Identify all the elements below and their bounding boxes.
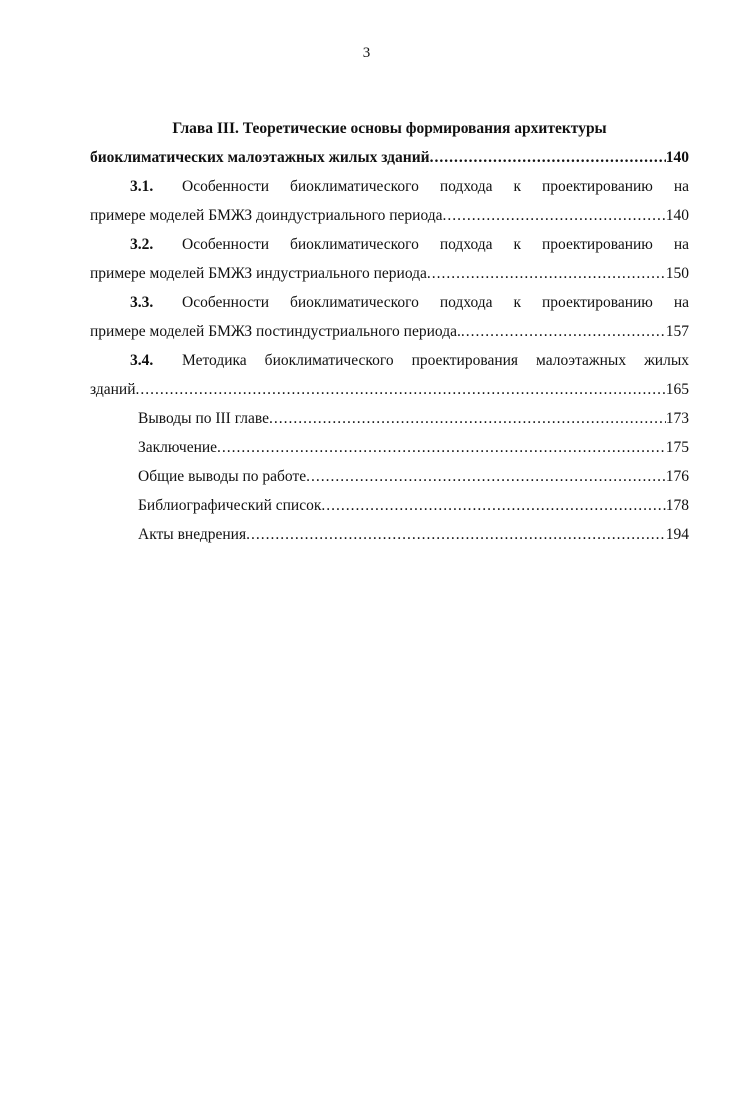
toc-section-3-1-line2 [90, 201, 689, 230]
toc-section-3-2-line2 [90, 259, 689, 288]
leader-dots [246, 520, 666, 549]
toc-item-bibliography [90, 491, 689, 520]
chapter-title-text: Глава III. Теоретические основы формирования архитектуры [172, 120, 607, 137]
toc-section-3-2-line1 [90, 230, 689, 259]
section-title-cont: примере моделей БМЖЗ индустриального периода [90, 265, 427, 282]
item-page-number: 194 [665, 526, 689, 543]
toc-section-3-3-line2 [90, 317, 689, 346]
section-title: Особенности биоклиматического подхода к проектированию на [182, 236, 689, 253]
section-page-number: 165 [665, 381, 689, 398]
page-number: 3 [362, 45, 371, 61]
item-page-number: 173 [665, 410, 689, 427]
item-title: Заключение [138, 439, 218, 456]
chapter-title-text-cont: биоклиматических малоэтажных жилых зданий [90, 149, 430, 166]
leader-dots [430, 143, 666, 172]
toc-section-3-4-line2 [90, 375, 689, 404]
item-title: Общие выводы по работе [138, 468, 307, 485]
section-title: Особенности биоклиматического подхода к проектированию на [182, 178, 689, 195]
leader-dots [443, 201, 666, 230]
chapter-title-line1 [90, 114, 689, 143]
table-of-contents [90, 114, 689, 549]
toc-section-3-3-line1 [90, 288, 689, 317]
section-page-number: 140 [665, 207, 689, 224]
section-page-number: 150 [665, 265, 689, 282]
leader-dots [136, 375, 666, 404]
section-number: 3.1. [130, 178, 154, 195]
section-number: 3.2. [130, 236, 154, 253]
leader-dots [321, 491, 665, 520]
toc-item-conclusions-chapter [90, 404, 689, 433]
section-page-number: 157 [665, 323, 689, 340]
leader-dots [269, 404, 666, 433]
chapter-page-number: 140 [665, 149, 689, 166]
leader-dots [427, 259, 666, 288]
section-title: Методика биоклиматического проектирования малоэтажных жилых [182, 352, 689, 369]
toc-section-3-1-line1 [90, 172, 689, 201]
item-page-number: 175 [665, 439, 689, 456]
item-title: Выводы по III главе [138, 410, 270, 427]
toc-item-implementation-acts [90, 520, 689, 549]
section-number: 3.4. [130, 352, 154, 369]
toc-section-3-4-line1 [90, 346, 689, 375]
section-title-cont: зданий [90, 381, 136, 398]
item-title: Акты внедрения [138, 526, 247, 543]
chapter-title-line2 [90, 143, 689, 172]
leader-dots [217, 433, 666, 462]
section-title-cont: примере моделей БМЖЗ доиндустриального периода [90, 207, 443, 224]
item-page-number: 176 [665, 468, 689, 485]
toc-item-general-conclusions [90, 462, 689, 491]
leader-dots [461, 317, 666, 346]
item-title: Библиографический список [138, 497, 322, 514]
item-page-number: 178 [665, 497, 689, 514]
section-number: 3.3. [130, 294, 154, 311]
toc-item-conclusion [90, 433, 689, 462]
section-title-cont: примере моделей БМЖЗ постиндустриального периода. [90, 323, 461, 340]
leader-dots [306, 462, 666, 491]
section-title: Особенности биоклиматического подхода к проектированию на [182, 294, 689, 311]
